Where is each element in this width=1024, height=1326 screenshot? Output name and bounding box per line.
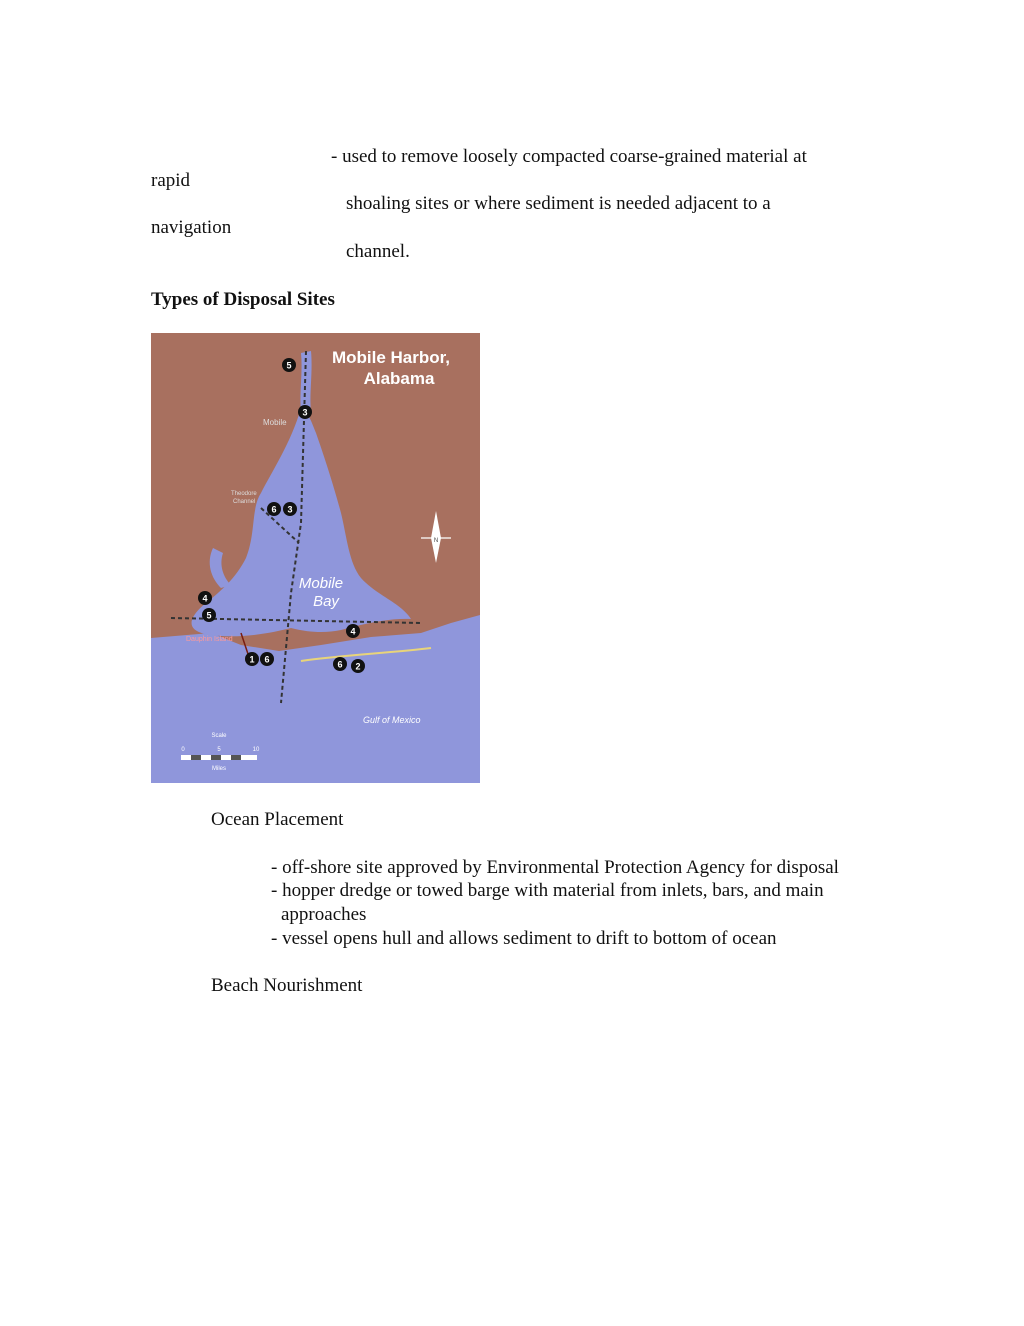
bay-label-line-1: Mobile [298, 575, 344, 592]
scale-tick-0: 0 [181, 747, 185, 753]
beach-nourishment-heading: Beach Nourishment [211, 975, 363, 996]
intro-wrap-1: rapid [151, 170, 191, 191]
scale-tick-5: 5 [217, 747, 221, 753]
svg-text:6: 6 [271, 504, 277, 515]
intro-line-1: - used to remove loosely compacted coarse-grained material at [331, 146, 807, 167]
site-marker [198, 591, 212, 605]
section-heading: Types of Disposal Sites [151, 289, 335, 310]
site-marker [351, 659, 365, 673]
scale-label-top: Scale [211, 733, 227, 739]
site-marker [282, 358, 296, 372]
intro-wrap-2: navigation [151, 217, 232, 238]
site-marker [260, 652, 274, 666]
svg-text:6: 6 [264, 654, 270, 665]
ocean-bullet-2-cont: approaches [281, 904, 367, 925]
svg-text:1: 1 [249, 654, 255, 665]
ocean-bullet-1: - off-shore site approved by Environmental Protection Agency for disposal [271, 857, 839, 878]
svg-text:3: 3 [287, 504, 293, 515]
svg-text:4: 4 [350, 626, 356, 637]
scale-tick-10: 10 [252, 747, 260, 753]
svg-text:4: 4 [202, 593, 208, 604]
bay-label-line-2: Bay [313, 593, 339, 610]
mobile-harbor-map [151, 333, 480, 783]
map-title-line-2: Alabama [363, 369, 435, 388]
svg-text:5: 5 [286, 360, 292, 371]
ocean-bullet-2: - hopper dredge or towed barge with material from inlets, bars, and main [271, 880, 824, 901]
site-marker [298, 405, 312, 419]
channel-label-line-1: Theodore [231, 491, 257, 497]
svg-text:3: 3 [302, 407, 308, 418]
site-marker [333, 657, 347, 671]
north-label: N [433, 538, 439, 544]
map-title-line-1: Mobile Harbor, [331, 348, 451, 367]
city-label: Mobile [263, 418, 287, 427]
svg-text:5: 5 [206, 610, 212, 621]
site-marker [202, 608, 216, 622]
ocean-placement-heading: Ocean Placement [211, 809, 344, 830]
site-marker [346, 624, 360, 638]
ocean-bullet-3: - vessel opens hull and allows sediment to drift to bottom of ocean [271, 928, 777, 949]
channel-label-line-2: Channel [233, 499, 256, 505]
svg-text:6: 6 [337, 659, 343, 670]
site-marker [267, 502, 281, 516]
intro-line-2: shoaling sites or where sediment is needed adjacent to a [346, 193, 771, 214]
scale-label-bottom: Miles [211, 766, 227, 772]
svg-text:2: 2 [355, 661, 361, 672]
site-marker [245, 652, 259, 666]
island-label: Dauphin Island [186, 636, 233, 643]
site-marker [283, 502, 297, 516]
gulf-label: Gulf of Mexico [363, 715, 421, 725]
intro-line-3: channel. [346, 241, 410, 262]
